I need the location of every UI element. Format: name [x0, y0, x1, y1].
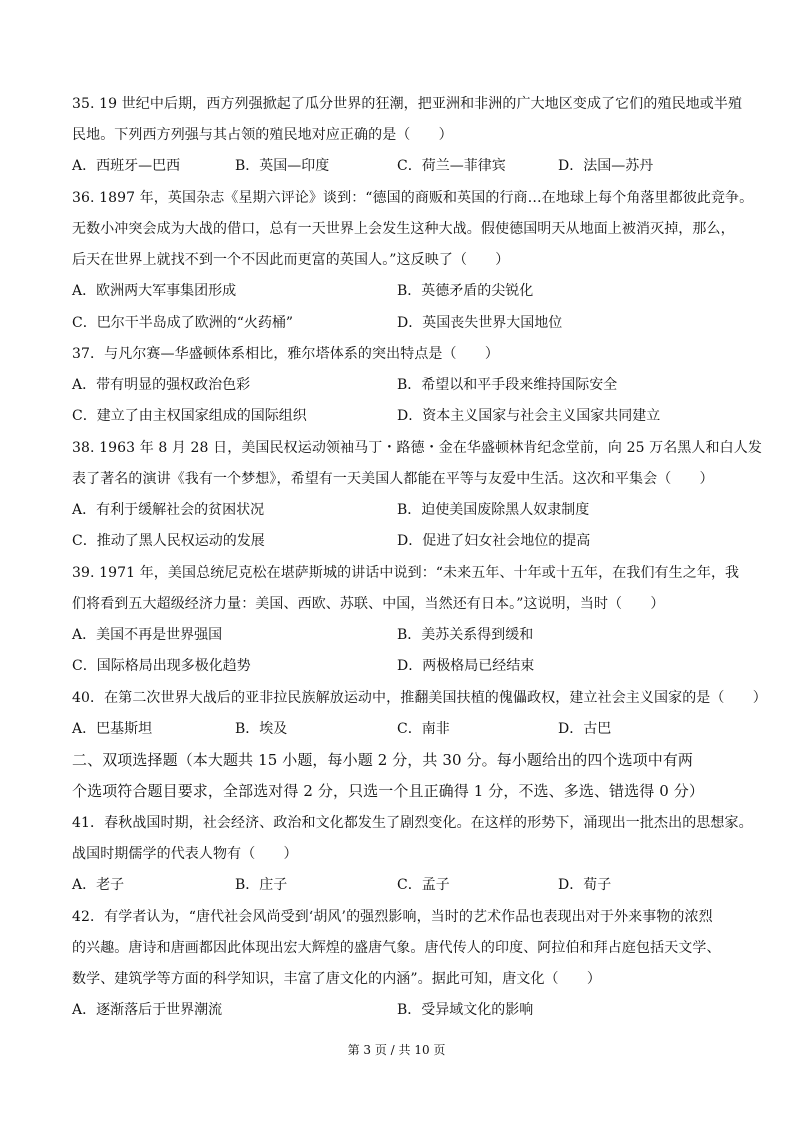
q41-option-d: D．荀子: [558, 877, 612, 893]
q38-option-b: B．迫使美国废除黑人奴隶制度: [397, 502, 590, 518]
q37-option-d: D．资本主义国家与社会主义国家共同建立: [397, 408, 661, 424]
q42-stem-line-1: 42．有学者认为，“唐代社会风尚受到‘胡风’的强烈影响，当时的艺术作品也表现出对于外来事物的浓烈: [72, 909, 713, 925]
q35-option-a: A．西班牙—巴西: [72, 158, 181, 174]
q37-option-b: B．希望以和平手段来维持国际安全: [397, 377, 618, 393]
q42-stem-line-3: 数学、建筑学等方面的科学知识，丰富了唐文化的内涵”。据此可知，唐文化（ ）: [72, 971, 601, 987]
q42-stem-line-2: 的兴趣。唐诗和唐画都因此体现出宏大辉煌的盛唐气象。唐代传人的印度、阿拉伯和拜占庭包括天文学、: [72, 940, 721, 956]
q38-option-a: A．有利于缓解社会的贫困状况: [72, 502, 265, 518]
q36-stem-line-1: 36. 1897 年，英国杂志《星期六评论》谈到：“德国的商贩和英国的行商…在地球上每个角落里都彼此竞争。: [72, 190, 754, 206]
q39-option-a: A．美国不再是世界强国: [72, 627, 223, 643]
page-footer-page-number: 第 3 页 / 共 10 页: [347, 1043, 446, 1057]
q41-option-c: C．孟子: [397, 877, 450, 893]
q40-option-b: B．埃及: [235, 721, 288, 737]
section-2-heading-line-2: 个选项符合题目要求，全部选对得 2 分，只选一个且正确得 1 分，不选、多选、错选得 0 分）: [72, 782, 704, 800]
q35-option-d: D．法国—苏丹: [558, 158, 654, 174]
q39-stem-line-1: 39. 1971 年，美国总统尼克松在堪萨斯城的讲话中说到：“未来五年、十年或十五年，在我们有生之年，我: [72, 565, 740, 581]
q38-option-c: C．推动了黑人民权运动的发展: [72, 533, 265, 549]
q42-option-b: B．受异域文化的影响: [397, 1002, 534, 1018]
q37-option-a: A．带有明显的强权政治色彩: [72, 377, 251, 393]
q41-option-a: A．老子: [72, 877, 125, 893]
q41-stem-line-1: 41．春秋战国时期，社会经济、政治和文化都发生了剧烈变化。在这样的形势下，涌现出一批杰出的思想家。: [72, 815, 753, 831]
q36-stem-line-3: 后天在世界上就找不到一个不因此而更富的英国人。”这反映了（ ）: [72, 252, 510, 268]
q37-option-c: C．建立了由主权国家组成的国际组织: [72, 408, 307, 424]
q36-option-d: D．英国丧失世界大国地位: [397, 315, 563, 331]
q38-stem-line-1: 38. 1963 年 8 月 28 日，美国民权运动领袖马丁・路德・金在华盛顿林肯纪念堂前，向 25 万名黑人和白人发: [72, 440, 762, 456]
q40-stem-line-1: 40．在第二次世界大战后的亚非拉民族解放运动中，推翻美国扶植的傀儡政权，建立社会主义国家的是（ ）: [72, 690, 767, 706]
q39-option-c: C．国际格局出现多极化趋势: [72, 658, 251, 674]
q36-option-a: A．欧洲两大军事集团形成: [72, 283, 237, 299]
q39-option-b: B．美苏关系得到缓和: [397, 627, 534, 643]
q35-stem-line-2: 民地。下列西方列强与其占领的殖民地对应正确的是（ ）: [72, 127, 453, 143]
q36-stem-line-2: 无数小冲突会成为大战的借口，总有一天世界上会发生这种大战。假使德国明天从地面上被消灭掉，那么，: [72, 221, 735, 237]
q39-option-d: D．两极格局已经结束: [397, 658, 535, 674]
q41-stem-line-2: 战国时期儒学的代表人物有（ ）: [72, 846, 298, 862]
q41-option-b: B．庄子: [235, 877, 288, 893]
q40-option-d: D．古巴: [558, 721, 612, 737]
section-2-heading-line-1: 二、双项选择题（本大题共 15 小题，每小题 2 分，共 30 分。每小题给出的四个选项中有两: [72, 751, 694, 769]
q40-option-a: A．巴基斯坦: [72, 721, 153, 737]
q38-option-d: D．促进了妇女社会地位的提高: [397, 533, 591, 549]
q35-stem-line-1: 35. 19 世纪中后期，西方列强掀起了瓜分世界的狂潮，把亚洲和非洲的广大地区变成了它们的殖民地或半殖: [72, 96, 743, 112]
q42-option-a: A．逐渐落后于世界潮流: [72, 1002, 223, 1018]
q36-option-c: C．巴尔干半岛成了欧洲的“火药桶”: [72, 315, 294, 331]
q35-option-b: B．英国—印度: [235, 158, 330, 174]
q39-stem-line-2: 们将看到五大超级经济力量：美国、西欧、苏联、中国，当然还有日本。”这说明，当时（ ）: [72, 596, 665, 612]
q36-option-b: B．英德矛盾的尖锐化: [397, 283, 534, 299]
q40-option-c: C．南非: [397, 721, 450, 737]
q38-stem-line-2: 表了著名的演讲《我有一个梦想》，希望有一天美国人都能在平等与友爱中生活。这次和平集会（ ）: [72, 471, 714, 487]
q35-option-c: C．荷兰—菲律宾: [397, 158, 506, 174]
q37-stem-line-1: 37．与凡尔赛—华盛顿体系相比，雅尔塔体系的突出特点是（ ）: [72, 346, 499, 362]
